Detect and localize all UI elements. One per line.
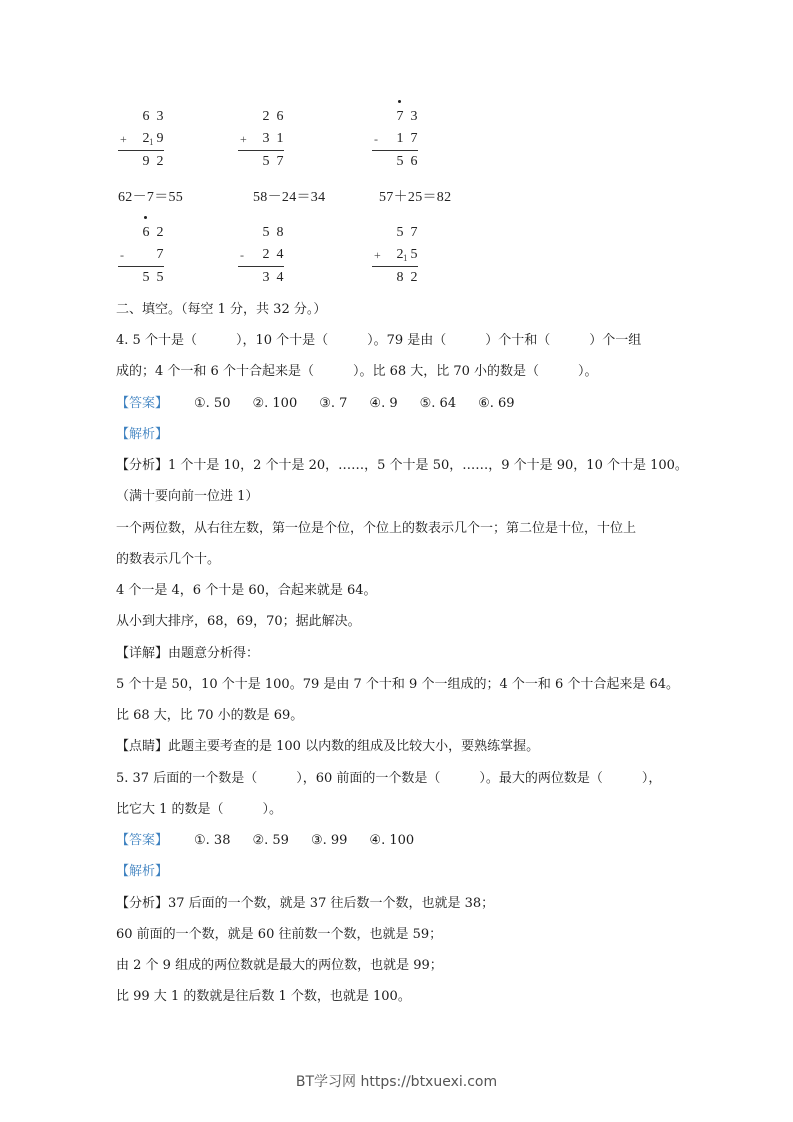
answer-item: ⑥. 69	[478, 396, 515, 411]
analysis-line: 60 前面的一个数，就是 60 往前数一个数，也就是 59；	[116, 927, 443, 942]
digit: 2	[262, 247, 270, 262]
digit: 7	[410, 131, 418, 146]
analysis-line: 【分析】1 个十是 10，2 个十是 20，……，5 个十是 50，……，9 个十是 90，10 个十是 100。	[116, 458, 688, 473]
answer-item: ②. 59	[252, 833, 289, 848]
detail-line: 【详解】由题意分析得：	[116, 646, 260, 661]
digit: 7	[410, 225, 418, 240]
digit: 1	[396, 131, 404, 146]
operator: -	[374, 132, 378, 146]
digit: 7	[156, 247, 164, 262]
digit: 3	[262, 270, 270, 285]
digit: 6	[142, 109, 150, 124]
analysis-line: 的数表示几个十。	[116, 552, 221, 567]
analysis-line: 【分析】37 后面的一个数，就是 37 往后数一个数，也就是 38；	[116, 896, 495, 911]
digit: 9	[142, 154, 150, 169]
digit: 8	[396, 270, 404, 285]
vertical-calc-57-plus-25	[372, 222, 422, 289]
operator: -	[120, 248, 124, 262]
vertical-calc-62-minus-7	[118, 222, 168, 289]
digit: 2	[156, 225, 164, 240]
digit: 2	[142, 131, 150, 146]
digit: 3	[262, 131, 270, 146]
operator: +	[374, 248, 381, 262]
detail-line: 比 68 大，比 70 小的数是 69。	[116, 708, 304, 723]
answer-tag: 【答案】	[116, 833, 169, 848]
digit: 5	[142, 270, 150, 285]
borrow-dot	[144, 216, 147, 219]
footer-watermark: BT学习网 https://btxuexi.com	[295, 1074, 498, 1090]
analysis-line: 4 个一是 4，6 个十是 60，合起来就是 64。	[116, 583, 377, 598]
answer-item: ②. 100	[252, 396, 298, 411]
equation: 62－7＝55	[118, 190, 184, 205]
digit: 5	[262, 154, 270, 169]
digit: 2	[396, 247, 404, 262]
digit: 6	[410, 154, 418, 169]
analysis-line: 比 99 大 1 的数就是往后数 1 个数，也就是 100。	[116, 989, 411, 1004]
digit: 3	[410, 109, 418, 124]
digit: 5	[262, 225, 270, 240]
answer-item: ⑤. 64	[419, 396, 457, 411]
digit: 7	[276, 154, 284, 169]
analysis-line: （满十要向前一位进 1）	[116, 489, 259, 504]
digit: 4	[276, 270, 284, 285]
vertical-calc-73-minus-17	[372, 106, 422, 173]
answer-item: ④. 100	[369, 833, 415, 848]
digit: 6	[142, 225, 150, 240]
question-5-line-2: 比它大 1 的数是（ ）。	[116, 802, 283, 817]
digit: 5	[396, 154, 404, 169]
digit: 4	[276, 247, 284, 262]
digit: 2	[262, 109, 270, 124]
answer-list	[194, 833, 436, 849]
vertical-calc-58-minus-24	[238, 222, 288, 289]
answer-item: ①. 50	[194, 396, 231, 411]
digit: 6	[276, 109, 284, 124]
analysis-line: 从小到大排序，68，69，70；据此解决。	[116, 614, 361, 629]
digit: 2	[410, 270, 418, 285]
vertical-calc-26-plus-31	[238, 106, 288, 173]
vertical-calc-63-plus-29	[118, 106, 168, 173]
operator: +	[120, 132, 127, 146]
carry-mark: 1	[149, 137, 154, 147]
detail-line: 5 个十是 50，10 个十是 100。79 是由 7 个十和 9 个一组成的；4 个一和 6 个十合起来是 64。	[116, 677, 680, 692]
digit: 3	[156, 109, 164, 124]
answer-item: ③. 99	[310, 833, 348, 848]
answer-item: ④. 9	[369, 396, 398, 411]
digit: 2	[156, 154, 164, 169]
equation: 57＋25＝82	[379, 190, 452, 205]
operator: +	[240, 132, 247, 146]
digit: 5	[410, 247, 418, 262]
analysis-tag: 【解析】	[116, 864, 169, 879]
analysis-line: 一个两位数，从右往左数，第一位是个位，个位上的数表示几个一；第二位是十位，十位上	[116, 521, 637, 536]
digit: 8	[276, 225, 284, 240]
analysis-line: 由 2 个 9 组成的两位数就是最大的两位数，也就是 99；	[116, 958, 443, 973]
question-4-line-1: 4. 5 个十是（ ），10 个十是（ ）。79 是由（ ）个十和（ ）个一组	[116, 333, 642, 348]
digit: 7	[396, 109, 404, 124]
section-title: 二、填空。（每空 1 分，共 32 分。）	[116, 302, 327, 317]
borrow-dot	[398, 100, 401, 103]
answer-list	[194, 396, 537, 412]
answer-tag: 【答案】	[116, 396, 169, 411]
equation: 58－24＝34	[253, 190, 326, 205]
digit: 9	[156, 131, 164, 146]
digit: 5	[156, 270, 164, 285]
digit: 5	[396, 225, 404, 240]
operator: -	[240, 248, 244, 262]
answer-item: ①. 38	[194, 833, 231, 848]
question-4-line-2: 成的；4 个一和 6 个十合起来是（ ）。比 68 大，比 70 小的数是（ ）。	[116, 364, 598, 379]
carry-mark: 1	[403, 253, 408, 263]
answer-item: ③. 7	[319, 396, 348, 411]
analysis-tag: 【解析】	[116, 427, 169, 442]
question-5-answer	[116, 833, 436, 849]
question-5-line-1: 5. 37 后面的一个数是（ ），60 前面的一个数是（ ）。最大的两位数是（ ），	[116, 771, 662, 786]
question-4-answer	[116, 396, 537, 412]
digit: 1	[276, 131, 284, 146]
key-point-line: 【点睛】此题主要考查的是 100 以内数的组成及比较大小，要熟练掌握。	[116, 739, 540, 754]
